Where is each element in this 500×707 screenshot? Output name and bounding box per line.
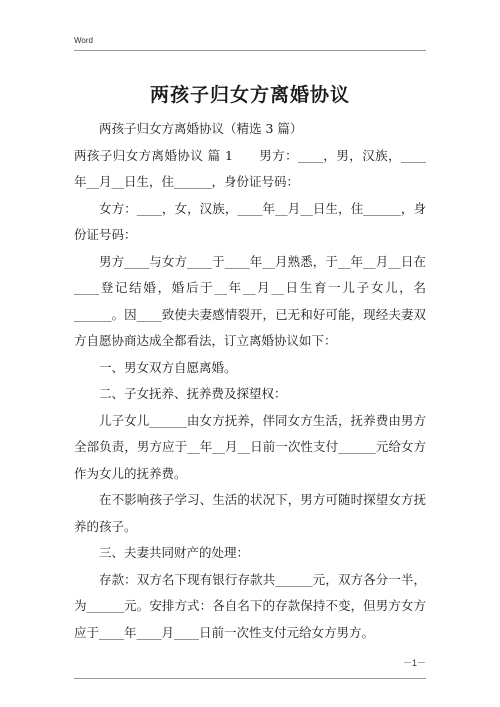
app-label: Word <box>74 36 93 45</box>
body-paragraph: 儿子女儿______由女方抚养，伴同女方生活，抚养费由男方全部负责，男方应于__年__月__日前一次性支付______元给女方作为女儿的抚养费。 <box>74 412 426 481</box>
page-number: －1－ <box>402 658 426 668</box>
body-paragraph: 男方____与女方____于____年__月熟悉，于__年__月__日在____登记结婚，婚后于__年__月__日生育一儿子女儿，名______。因____致使夫妻感情裂开，已无和好可能，现经夫妻双方自愿协商达成全都看法，订立离婚协议如下： <box>74 253 426 348</box>
body-paragraph: 在不影响孩子学习、生活的状况下，男方可随时探望女方抚养的孩子。 <box>74 492 426 534</box>
document-title: 两孩子归女方离婚协议 <box>149 84 350 106</box>
subtitle-paragraph: 两孩子归女方离婚协议（精选 3 篇） <box>99 121 303 136</box>
body-paragraph: 一、男女双方自愿离婚。 <box>99 359 237 375</box>
section-heading-paragraph: 两孩子归女方离婚协议 篇 1 男方：____，男，汉族，____年__月__日生，住______，身份证号码： <box>74 147 426 189</box>
body-paragraph: 三、夫妻共同财产的处理： <box>99 545 250 560</box>
header-divider <box>74 50 426 51</box>
footer-divider <box>74 678 426 679</box>
document-body <box>74 116 426 646</box>
body-paragraph: 女方：____，女，汉族，____年__月__日生，住______，身份证号码： <box>74 200 426 242</box>
body-paragraph: 存款：双方名下现有银行存款共______元，双方各分一半，为______元。安排方式：各自名下的存款保持不变，但男方女方应于____年____月____日前一次性支付元给女方男方。 <box>74 571 426 640</box>
body-paragraph: 二、子女抚养、抚养费及探望权： <box>99 386 287 401</box>
